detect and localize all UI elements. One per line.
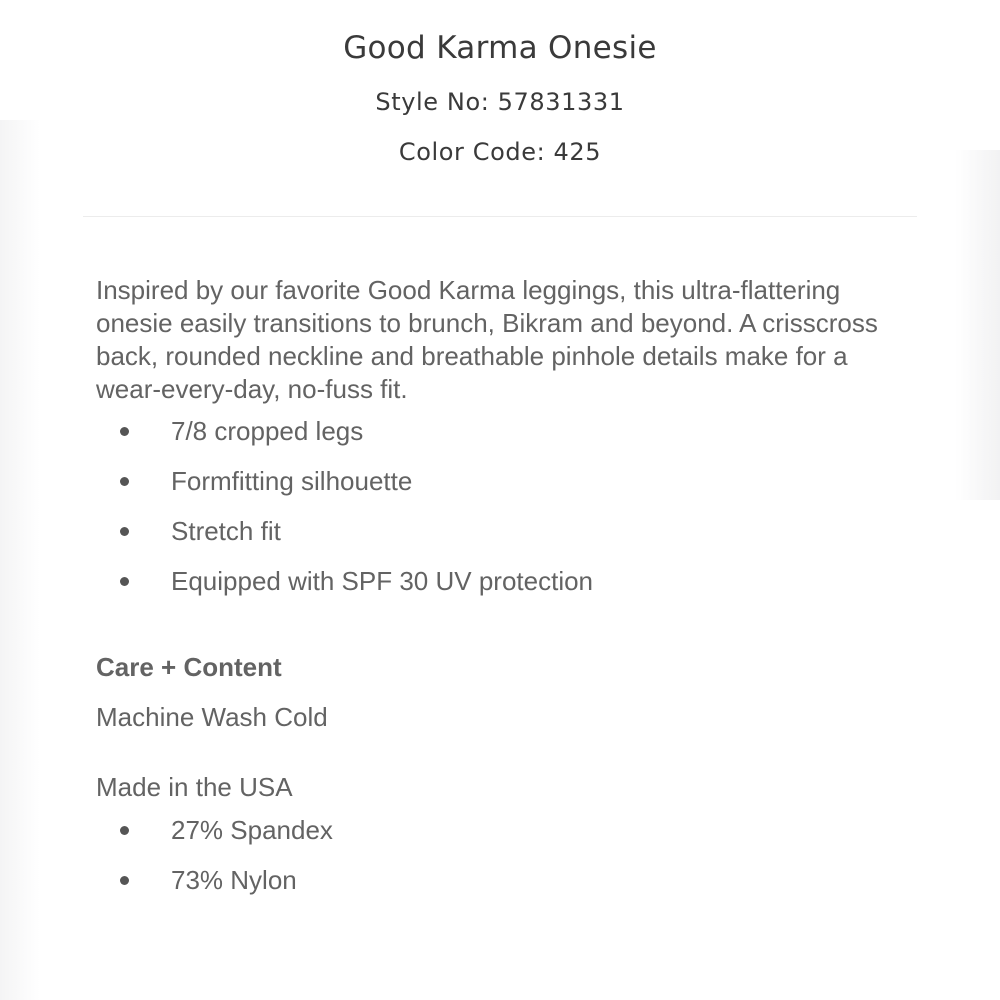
material-text: 27% Spandex (171, 815, 333, 845)
feature-item (96, 506, 916, 556)
feature-item (96, 556, 916, 606)
header-divider (83, 216, 917, 217)
feature-item (96, 406, 916, 456)
material-item (96, 805, 916, 855)
bullet-icon (120, 527, 129, 536)
country-of-origin: Made in the USA (96, 772, 293, 802)
feature-list (96, 406, 916, 606)
product-description: Inspired by our favorite Good Karma leggings, this ultra-flattering onesie easily transitions to brunch, Bikram and beyond. A crisscross back, rounded neckline and breathable pinhole details make for a wear-every-day, no-fuss fit. (96, 275, 878, 404)
feature-text: Equipped with SPF 30 UV protection (171, 566, 594, 596)
color-code: Color Code: 425 (398, 138, 602, 166)
product-details (96, 274, 916, 905)
product-title: Good Karma Onesie (343, 30, 657, 66)
left-edge-shadow (0, 120, 40, 1000)
bullet-icon (120, 577, 129, 586)
feature-text: 7/8 cropped legs (171, 416, 364, 446)
bullet-icon (120, 876, 129, 885)
style-number: Style No: 57831331 (375, 88, 625, 116)
feature-item (96, 456, 916, 506)
feature-text: Stretch fit (171, 516, 281, 546)
wash-instructions: Machine Wash Cold (96, 702, 328, 732)
material-item (96, 855, 916, 905)
care-content-heading: Care + Content (96, 652, 282, 682)
bullet-icon (120, 826, 129, 835)
feature-text: Formfitting silhouette (171, 466, 413, 496)
bullet-icon (120, 427, 129, 436)
bullet-icon (120, 477, 129, 486)
right-edge-shadow (955, 150, 1000, 500)
material-text: 73% Nylon (171, 865, 297, 895)
materials-list (96, 805, 916, 905)
